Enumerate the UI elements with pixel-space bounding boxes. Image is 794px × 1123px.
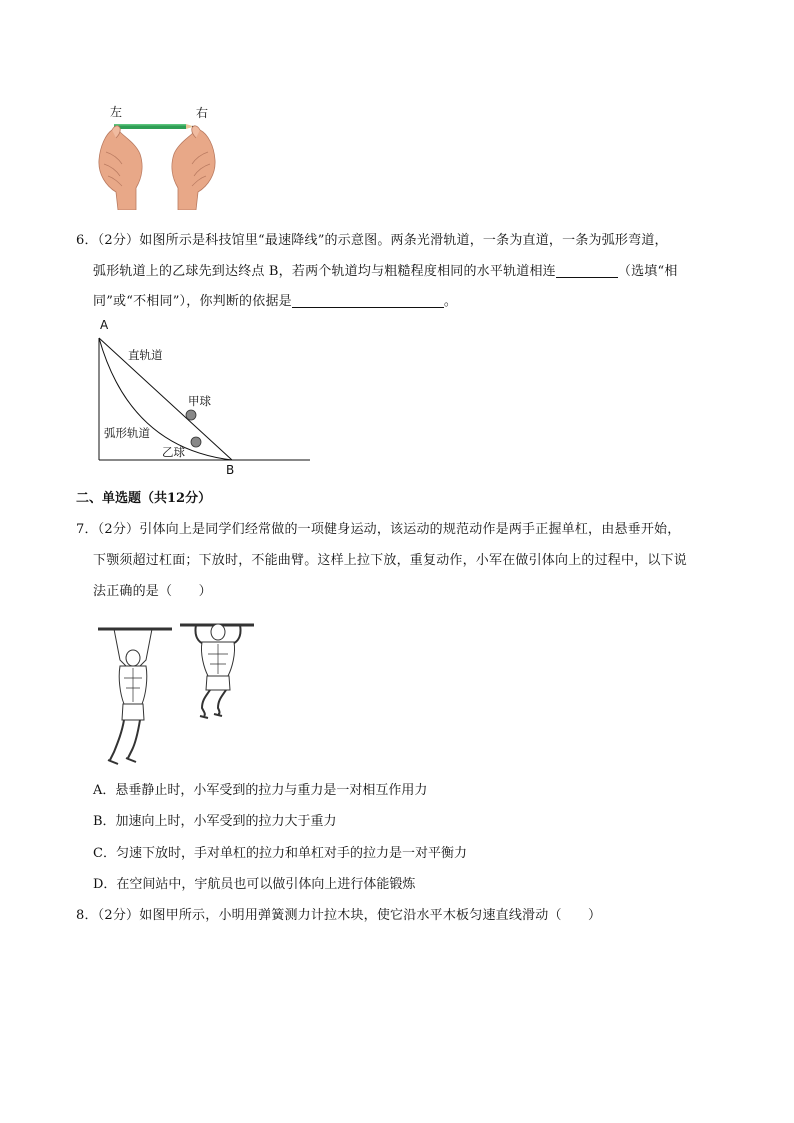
- straight-track-label: 直轨道: [128, 348, 163, 362]
- q6-line-2-tail: （选填“相: [617, 264, 678, 279]
- ball-yi: [191, 437, 201, 447]
- q6-line-3-tail: 。: [443, 294, 458, 309]
- label-b: B: [226, 463, 235, 477]
- right-label: 右: [196, 106, 209, 120]
- right-hand: [172, 126, 215, 210]
- q8-line-1: 8．（2分）如图甲所示，小明用弹簧测力计拉木块，使它沿水平木板匀速直线滑动（ ）: [76, 908, 602, 923]
- ball-yi-label: 乙球: [162, 445, 185, 459]
- label-a: A: [100, 318, 109, 332]
- pullup-figure: [96, 614, 258, 768]
- q6-line-2: [93, 260, 678, 279]
- pulled-up-man: [195, 624, 240, 718]
- hanging-man: [108, 629, 152, 764]
- q7-option-c[interactable]: C．匀速下放时，手对单杠的拉力和单杠对手的拉力是一对平衡力: [93, 846, 467, 861]
- ball-jia-label: 甲球: [188, 394, 211, 408]
- section-title-single-choice: 二、单选题（共12分）: [76, 491, 212, 506]
- q7-line-1: 7．（2分）引体向上是同学们经常做的一项健身运动，该运动的规范动作是两手正握单杠，由悬垂开始，: [76, 522, 681, 537]
- q6-line-1: 6．（2分）如图所示是科技馆里“最速降线”的示意图。两条光滑轨道，一条为直道，一条为弧形弯道，: [76, 233, 668, 248]
- q7-option-a[interactable]: A．悬垂静止时，小军受到的拉力与重力是一对相互作用力: [93, 783, 428, 798]
- q7-line-2: 下颚须超过杠面；下放时，不能曲臂。这样上拉下放，重复动作，小军在做引体向上的过程中，以下说: [93, 553, 688, 568]
- straight-track: [99, 338, 232, 460]
- curved-track-label: 弧形轨道: [104, 426, 150, 440]
- ball-jia: [186, 410, 196, 420]
- q6-line-3-text: 同”或“不相同”），你判断的依据是: [93, 294, 292, 309]
- pullup-illustration: [96, 614, 258, 768]
- left-hand: [99, 126, 142, 210]
- hands-pencil-figure: [96, 102, 222, 210]
- q7-option-b[interactable]: B．加速向上时，小军受到的拉力大于重力: [93, 814, 337, 829]
- pencil-highlight: [114, 124, 186, 126]
- left-label: 左: [110, 105, 123, 119]
- track-figure: [90, 316, 320, 478]
- hands-pencil-illustration: [96, 102, 222, 210]
- q6-line-2-text: 弧形轨道上的乙球先到达终点 B，若两个轨道均与粗糙程度相同的水平轨道相连: [93, 264, 556, 279]
- q6-line-3: [93, 290, 457, 309]
- q7-option-d[interactable]: D．在空间站中，宇航员也可以做引体向上进行体能锻炼: [93, 877, 416, 892]
- q6-answer-blank-1[interactable]: [556, 263, 618, 278]
- track-diagram: [90, 316, 320, 478]
- q7-line-3: 法正确的是（ ）: [93, 584, 212, 599]
- q6-answer-blank-2[interactable]: [292, 293, 444, 308]
